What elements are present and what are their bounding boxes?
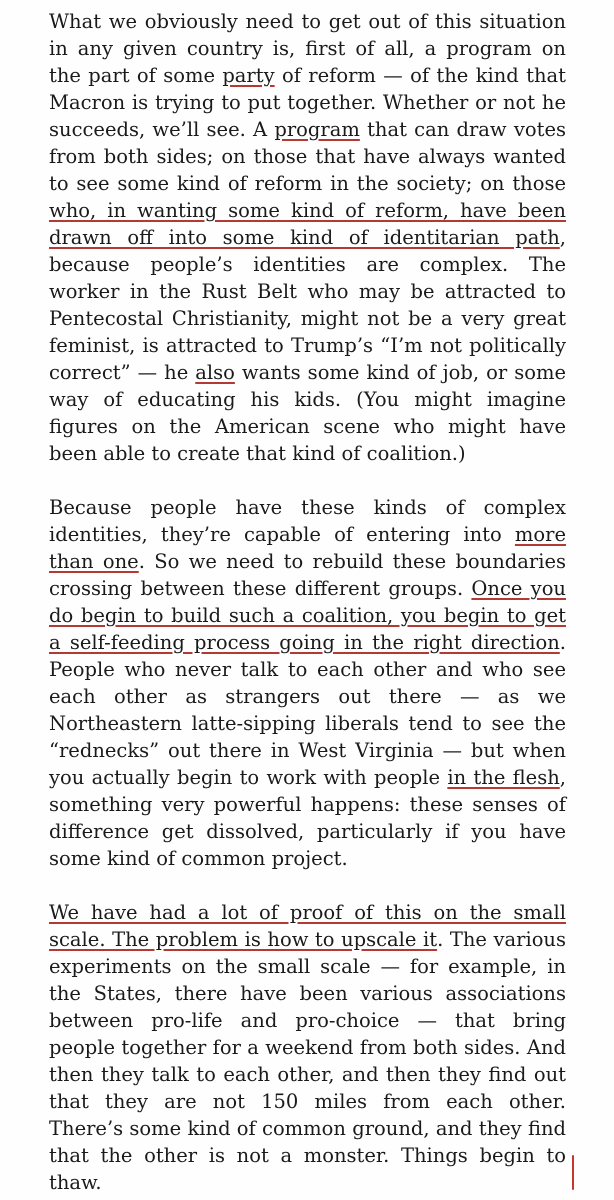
underlined-phrase: party bbox=[222, 64, 275, 87]
text-segment: of reform — of the kind that Macron is trying to put together. Whether or not he succeeds, we’ll see. A bbox=[49, 64, 566, 141]
text-segment: What we obviously need to get out of this situation in any given country is, first of all, a program on the part of some bbox=[49, 10, 566, 87]
underlined-phrase: program bbox=[274, 118, 360, 141]
text-cursor-mark bbox=[572, 1155, 574, 1190]
text-segment: . The various experiments on the small scale — for example, in the States, there have been various associations between pro-life and pro-choice — that bring people together for a weekend from both sides. And then they talk to each other, and then they find out that they are not 150 miles from each other. There’s some kind of common ground, and they find that the other is not a monster. Things begin to thaw. bbox=[49, 928, 566, 1194]
paragraph-2 bbox=[49, 494, 566, 872]
text-segment: wants some kind of job, or some way of educating his kids. (You might imagine figures on the American scene who might have been able to create that kind of coalition.) bbox=[49, 361, 566, 465]
text-segment: Because people have these kinds of complex identities, they’re capable of entering into bbox=[49, 496, 566, 546]
text-segment: that can draw votes from both sides; on those that have always wanted to see some kind of reform in the society; on those bbox=[49, 118, 566, 195]
paragraph-1 bbox=[49, 8, 566, 467]
text-segment: , because people’s identities are complex. The worker in the Rust Belt who may be attracted to Pentecostal Christianity, might not be a very great feminist, is attracted to Trump’s “I’m not politically correct” — he bbox=[49, 226, 566, 384]
text-segment: . People who never talk to each other and who see each other as strangers out there — as we Northeastern latte-sipping liberals tend to see the “rednecks” out there in West Virginia — but when you actually begin to work with people bbox=[49, 631, 566, 789]
underlined-phrase: also bbox=[195, 361, 235, 384]
paragraph-3 bbox=[49, 899, 566, 1196]
underlined-phrase: who, in wanting some kind of reform, have been drawn off into some kind of identitarian path bbox=[49, 199, 566, 249]
underlined-phrase: in the flesh bbox=[447, 766, 560, 789]
article-body bbox=[49, 8, 566, 1196]
underlined-phrase: Once you do begin to build such a coalition, you begin to get a self-feeding process going in the right direction bbox=[49, 577, 566, 654]
underlined-phrase: more than one bbox=[49, 523, 566, 573]
underlined-phrase: We have had a lot of proof of this on the small scale. The problem is how to upscale it bbox=[49, 901, 566, 951]
text-segment: . So we need to rebuild these boundaries crossing between these different groups. bbox=[49, 550, 566, 600]
text-segment: , something very powerful happens: these senses of difference get dissolved, particularly if you have some kind of common project. bbox=[49, 766, 566, 870]
